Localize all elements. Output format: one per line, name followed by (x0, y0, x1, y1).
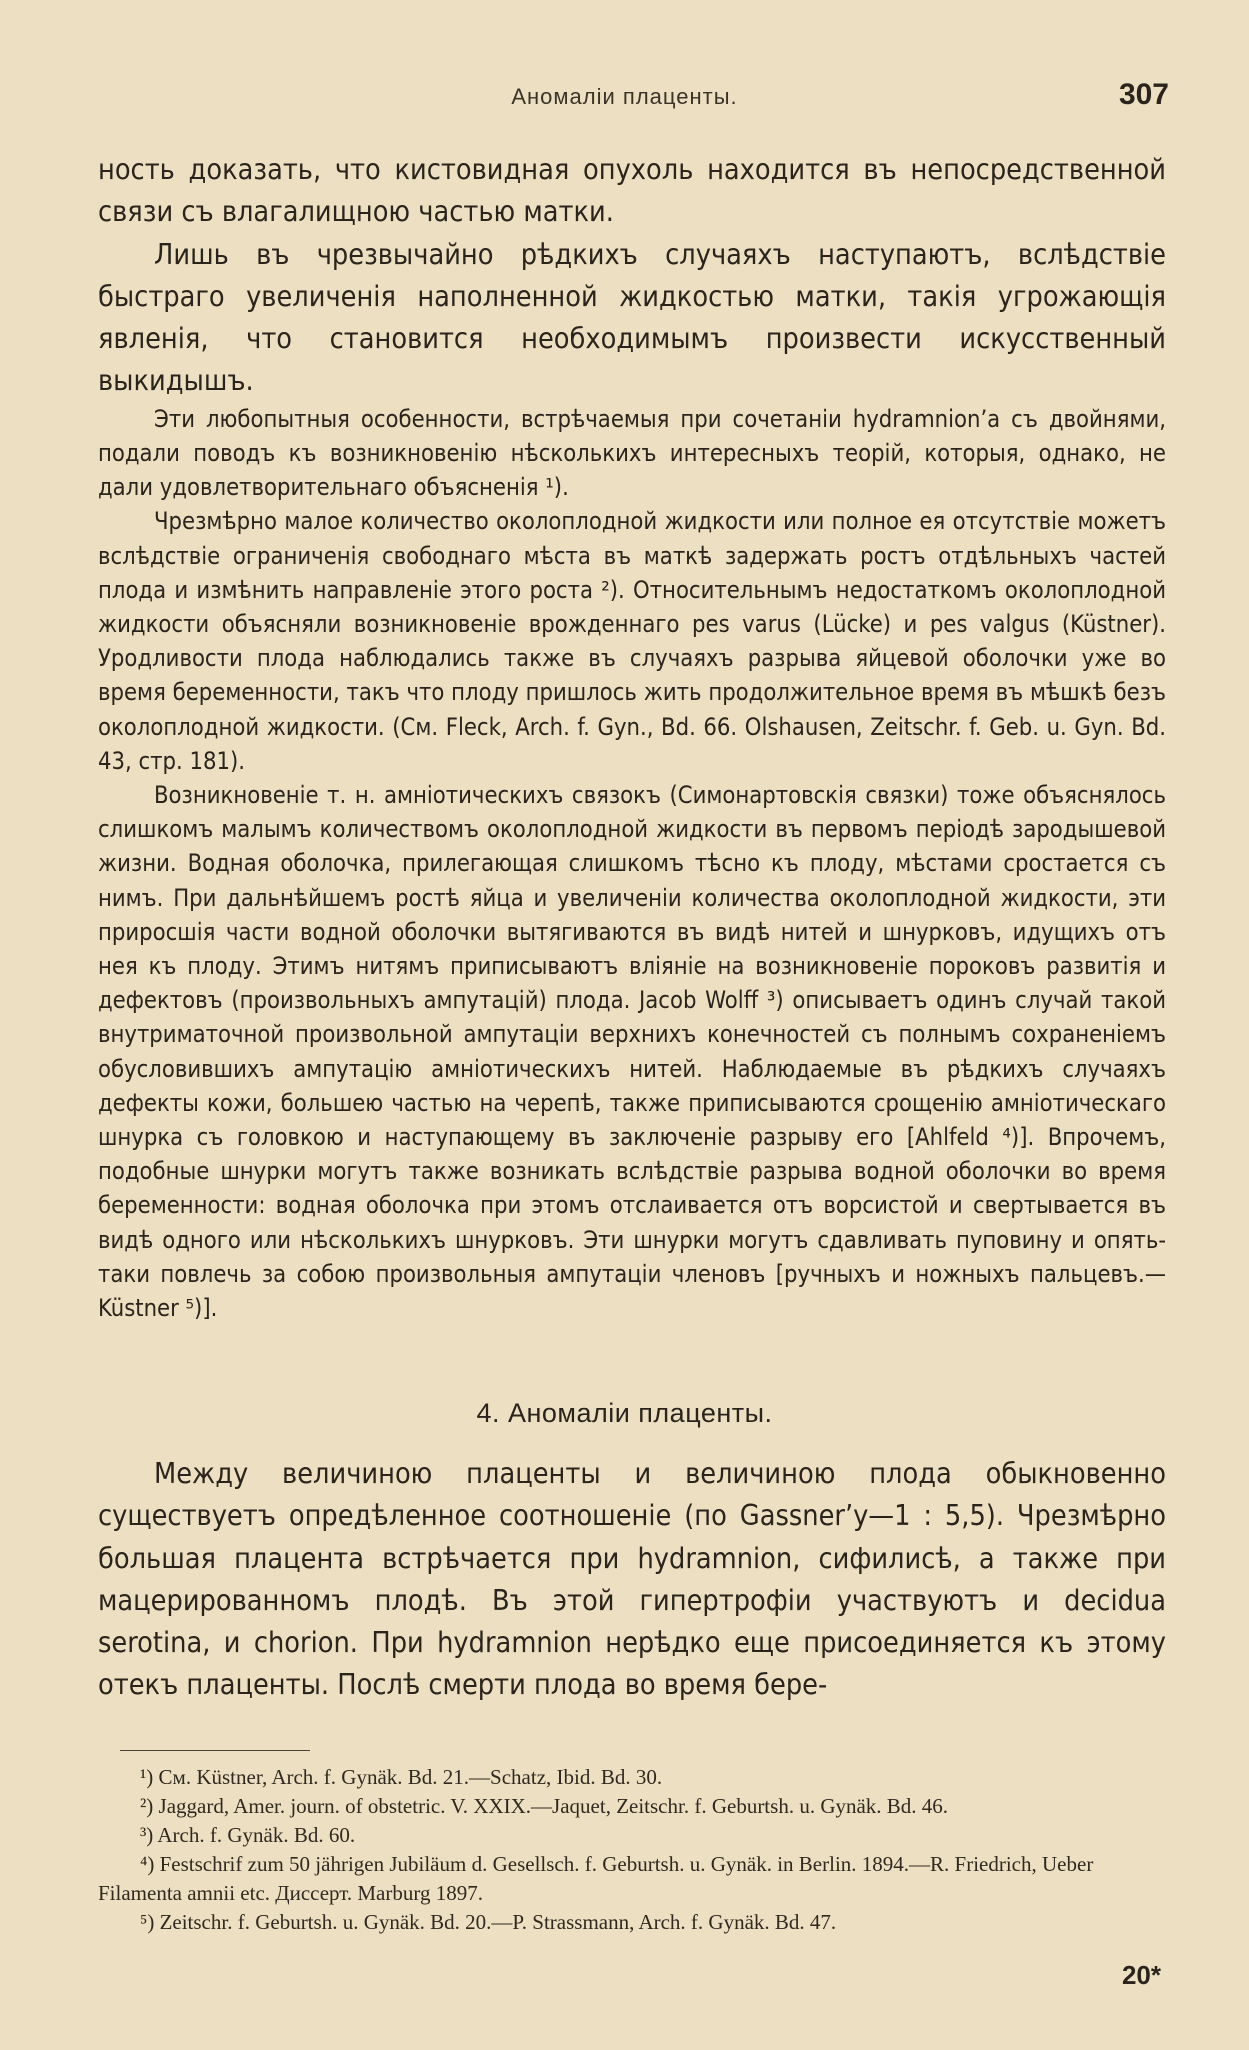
section-heading: 4. Аномаліи плаценты. (476, 1398, 773, 1428)
paragraph: Чрезмѣрно малое количество околоплодной жидкости или полное ея отсутствіе можетъ вслѣдствіе ограниченія свободнаго мѣста въ маткѣ задержать ростъ отдѣльныхъ частей плода и измѣнить направленіе этого роста ²). Относительнымъ недостаткомъ околоплодной жидкости объясняли возникновеніе врожденнаго pes varus (Lücke) и pes valgus (Küstner). Уродливости плода наблюдались также въ случаяхъ разрыва яйцевой оболочки уже во время беременности, такъ что плоду пришлось жить продолжительное время въ мѣшкѣ безъ околоплодной жидкости. (См. Fleck, Arch. f. Gyn., Bd. 66. Olshausen, Zeitschr. f. Geb. u. Gyn. Bd. 43, стр. 181). (98, 507, 1166, 775)
page-number: 307 (1118, 78, 1169, 111)
footnotes (98, 1763, 1166, 1937)
paragraph: ность доказать, что кистовидная опухоль находится въ непосредственной связи съ влагалищною частью матки. (98, 152, 1166, 229)
footnote-divider (120, 1750, 310, 1751)
footnote: ⁴) Festschrif zum 50 jährigen Jubiläum d. Gesellsch. f. Geburtsh. u. Gynäk. in Berlin. 1894.—R. Friedrich, Ueber Filamenta amnii etc. Диссерт. Marburg 1897. (98, 1852, 1094, 1905)
main-text (98, 148, 1166, 1325)
footnote: ²) Jaggard, Amer. journ. of obstetric. V. XXIX.—Jaquet, Zeitschr. f. Geburtsh. u. Gynäk. Bd. 46. (140, 1794, 949, 1818)
running-title: Аномаліи плаценты. (511, 84, 738, 109)
section-text (98, 1452, 1166, 1706)
paragraph: Возникновеніе т. н. амніотическихъ связокъ (Симонартовскія связки) тоже объяснялось слишкомъ малымъ количествомъ околоплодной жидкости въ первомъ періодѣ зародышевой жизни. Водная оболочка, прилегающая слишкомъ тѣсно къ плоду, мѣстами сростается съ нимъ. При дальнѣйшемъ ростѣ яйца и увеличеніи количества околоплодной жидкости, эти приросшія части водной оболочки вытягиваются въ видѣ нитей и шнурковъ, идущихъ отъ нея къ плоду. Этимъ нитямъ приписываютъ вліяніе на возникновеніе пороковъ развитія и дефектовъ (произвольныхъ ампутацій) плода. Jacob Wolff ³) описываетъ одинъ случай такой внутриматочной произвольной ампутаціи верхнихъ конечностей съ полнымъ сохраненіемъ обусловившихъ ампутацію амніотическихъ нитей. Наблюдаемые въ рѣдкихъ случаяхъ дефекты кожи, большею частью на черепѣ, также приписываются срощенію амніотическаго шнурка съ головкою и наступающему въ заключеніе разрыву его [Ahlfeld ⁴)]. Впрочемъ, подобные шнурки могутъ также возникать вслѣдствіе разрыва водной оболочки во время беременности: водная оболочка при этомъ отслаивается отъ ворсистой и свертывается въ видѣ одного или нѣсколькихъ шнурковъ. Эти шнурки могутъ сдавливать пуповину и опять-таки повлечь за собою произвольныя ампутаціи членовъ [ручныхъ и ножныхъ пальцевъ.—Küstner ⁵)]. (98, 781, 1166, 1323)
footnote: ³) Arch. f. Gynäk. Bd. 60. (140, 1823, 356, 1847)
page-header (0, 78, 1249, 118)
footnote: ¹) См. Küstner, Arch. f. Gynäk. Bd. 21.—Schatz, Ibid. Bd. 30. (140, 1765, 663, 1789)
printer-signature: 20* (1121, 1960, 1161, 1990)
footnote: ⁵) Zeitschr. f. Geburtsh. u. Gynäk. Bd. 20.—P. Strassmann, Arch. f. Gynäk. Bd. 47. (140, 1910, 837, 1934)
paragraph: Лишь въ чрезвычайно рѣдкихъ случаяхъ наступаютъ, вслѣдствіе быстраго увеличенія наполненной жидкостью матки, такія угрожающія явленія, что становится необходимымъ произвести искусственный выкидышъ. (98, 236, 1166, 398)
paragraph: Между величиною плаценты и величиною плода обыкновенно существуетъ опредѣленное соотношеніе (по Gassner’у—1 : 5,5). Чрезмѣрно большая плацента встрѣчается при hydramnion, сифилисѣ, а также при мацерированномъ плодѣ. Въ этой гипертрофіи участвуютъ и decidua serotina, и chorion. При hydramnion нерѣдко еще присоединяется къ этому отекъ плаценты. Послѣ смерти плода во время бере- (98, 1456, 1166, 1702)
paragraph: Эти любопытныя особенности, встрѣчаемыя при сочетаніи hydramnion’а съ двойнями, подали поводъ къ возникновенію нѣсколькихъ интересныхъ теорій, которыя, однако, не дали удовлетворительнаго объясненія ¹). (98, 404, 1166, 502)
